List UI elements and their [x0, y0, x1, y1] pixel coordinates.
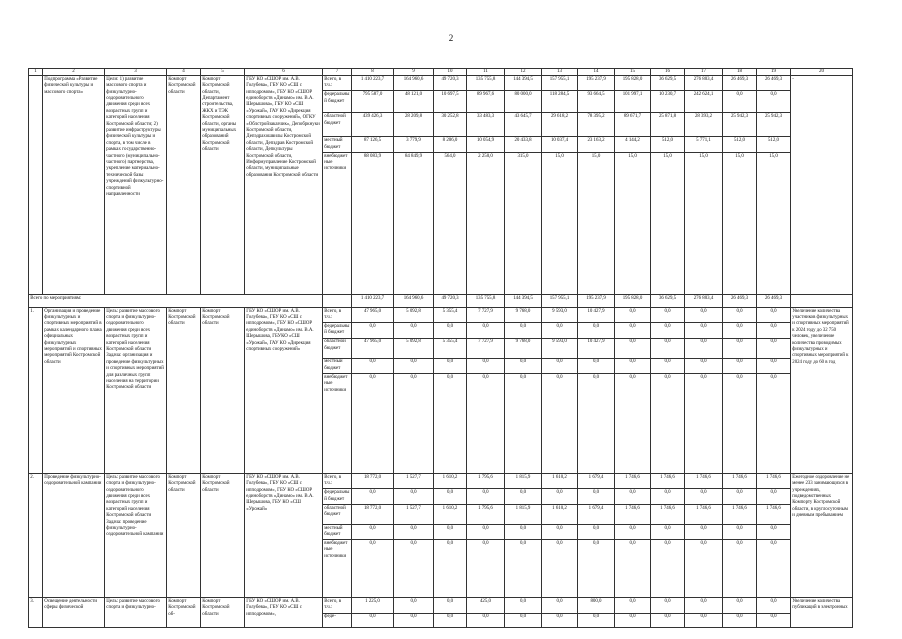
amount-cell: 47 965,0: [352, 338, 394, 358]
table-row: [29, 474, 853, 489]
funding-source: внебюджетные источники: [323, 152, 352, 294]
row-number: 3.: [29, 598, 43, 627]
amount-cell: 0,0: [651, 524, 685, 539]
amount-cell: 23 163,2: [578, 137, 615, 152]
amount-cell: 0,0: [505, 374, 542, 474]
col-number: 10: [434, 69, 467, 76]
amount-cell: 89 671,7: [615, 113, 651, 137]
amount-cell: 0,0: [615, 374, 651, 474]
amount-cell: 0,0: [615, 598, 651, 613]
goals-tasks: Цель: развитие массового спорта и физкультурно-оздоровительного движения среди всех возрастных групп и категорий населения Костромской области Задача: организация и проведение физкультурных и спортивных мероприятий для различных групп населения на территории Костромской области: [105, 307, 167, 473]
amount-cell: 0,0: [578, 613, 615, 627]
amount-cell: 800,0: [578, 598, 615, 613]
amount-cell: 157 955,1: [542, 294, 578, 307]
amount-cell: 164 960,6: [394, 294, 434, 307]
amount-cell: 0,0: [578, 374, 615, 474]
amount-cell: 0,0: [615, 489, 651, 504]
col-number: 13: [542, 69, 578, 76]
amount-cell: 26 469,3: [757, 76, 791, 91]
amount-cell: 5 771,1: [685, 137, 723, 152]
amount-cell: 0,0: [757, 489, 791, 504]
amount-cell: 5 355,4: [434, 307, 467, 322]
participants: ГБУ КО «СШОР им. А.В. Голубева», ГБУ КО «СШ с ипподромом», ГБУ КО «СШОР единоборств «Динамо» им. В.А. Шерышова, ГБУКО «СШ «Урожай», ГАУ КО «Дирекция спортивных сооружений»: [245, 307, 323, 473]
amount-cell: 15,0: [757, 152, 791, 294]
amount-cell: 0,0: [723, 598, 757, 613]
amount-cell: 195 828,0: [615, 294, 651, 307]
amount-cell: 0,0: [352, 524, 394, 539]
funding-source: местный бюджет: [323, 137, 352, 152]
amount-cell: 5 092,8: [394, 307, 434, 322]
amount-cell: 242 624,1: [685, 91, 723, 113]
amount-cell: 0,0: [723, 338, 757, 358]
amount-cell: 1 815,9: [505, 504, 542, 524]
co-executor: Компорт Костромской области: [201, 307, 245, 473]
amount-cell: 28 393,2: [685, 113, 723, 137]
col-number: 14: [578, 69, 615, 76]
row-number: 1.: [29, 307, 43, 473]
amount-cell: 0,0: [651, 598, 685, 613]
amount-cell: 512,0: [723, 137, 757, 152]
amount-cell: 0,0: [467, 358, 505, 373]
goals-tasks: Цель: развитие массового спорта и физкультурно-: [105, 598, 167, 627]
amount-cell: 49 720,3: [434, 294, 467, 307]
amount-cell: 1 610,2: [434, 504, 467, 524]
amount-cell: 0,0: [651, 613, 685, 627]
amount-cell: 0,0: [723, 307, 757, 322]
responsible-executor: Компорт Костромской области: [167, 474, 201, 598]
amount-cell: 0,0: [757, 613, 791, 627]
expected-result: Увеличение количества участников физкультурных и спортивных мероприятий к 2024 году до 32 750 человек, увеличение количества проводимых физкультурных и спортивных мероприятий к 2024 году до 60 в год: [791, 307, 853, 473]
col-number: 15: [615, 69, 651, 76]
event-name: Освещение деятельности сферы физической: [43, 598, 105, 627]
amount-cell: 101 997,1: [615, 91, 651, 113]
table-body: [29, 69, 853, 628]
participants: ГБУ КО «СШОР им. А.В. Голубева», ГБУ КО «СШ с ипподромом», ГБУ КО «СШОР единоборств «Динамо» им. В.А. Шерышова», ГБУ КО «СШ «Урожай», ГАУ КО «Дирекция спортивных сооружений», ОГКУ «Облстройзаказчик», Депобркнуки Костромской области, Депэдрахошвилы Костромской области, Депздрав Костромской области, Депкультуры Костромской области, Информуправление Костромской области, муниципальные образования Костромской области: [245, 76, 323, 295]
funding-source: Всего, в т.ч.:: [323, 598, 352, 613]
amount-cell: 144 394,5: [505, 294, 542, 307]
amount-cell: 276 803,4: [685, 294, 723, 307]
amount-cell: 0,0: [542, 489, 578, 504]
amount-cell: 47 965,0: [352, 307, 394, 322]
col-number: 6: [245, 69, 323, 76]
amount-cell: 0,0: [352, 540, 394, 598]
amount-cell: 195 828,0: [615, 76, 651, 91]
amount-cell: 29 618,2: [542, 113, 578, 137]
funding-source: местный бюджет: [323, 358, 352, 373]
amount-cell: 0,0: [434, 323, 467, 338]
amount-cell: 49 720,3: [434, 76, 467, 91]
row-number: [29, 76, 43, 295]
amount-cell: 18 772,0: [352, 504, 394, 524]
amount-cell: 5 355,4: [434, 338, 467, 358]
amount-cell: 0,0: [723, 91, 757, 113]
amount-cell: 164 960,6: [394, 76, 434, 91]
goals-tasks: Цель: развитие массового спорта и физкультурно-оздоровительного движения среди всех возрастных групп и категорий населения Костромской области Задача: проведение физкультурно-оздоровительной кампании: [105, 474, 167, 598]
amount-cell: 15,0: [723, 152, 757, 294]
amount-cell: 1 410 223,7: [352, 294, 394, 307]
participants: ГБУ КО «СШОР им. А.В. Голубева», ГБУ КО «СШ с ипподромом», ГБУ КО «СШОР единоборств «Динамо» им. В.А. Шерышова, ГБУ КО «СШ «Урожай»: [245, 474, 323, 598]
amount-cell: 89 967,6: [467, 91, 505, 113]
col-number: 7: [323, 69, 352, 76]
amount-cell: 10 037,4: [542, 137, 578, 152]
amount-cell: 0,0: [615, 307, 651, 322]
amount-cell: 0,0: [757, 307, 791, 322]
amount-cell: 1 610,2: [434, 474, 467, 489]
amount-cell: 0,0: [505, 524, 542, 539]
col-number: 5: [201, 69, 245, 76]
program-table: [28, 68, 853, 628]
amount-cell: 0,0: [505, 598, 542, 613]
amount-cell: 1 746,6: [685, 504, 723, 524]
amount-cell: 25 942,3: [757, 113, 791, 137]
amount-cell: 15,0: [542, 152, 578, 294]
amount-cell: 0,0: [685, 307, 723, 322]
amount-cell: 1 610,2: [542, 504, 578, 524]
total-row: [29, 294, 853, 307]
amount-cell: 0,0: [394, 598, 434, 613]
amount-cell: 10 230,7: [651, 91, 685, 113]
amount-cell: 0,0: [505, 489, 542, 504]
amount-cell: 1 795,6: [467, 474, 505, 489]
col-number: 4: [167, 69, 201, 76]
col-number: 11: [467, 69, 505, 76]
amount-cell: 0,0: [542, 524, 578, 539]
col-number: 3: [105, 69, 167, 76]
amount-cell: 0,0: [394, 613, 434, 627]
amount-cell: 157 955,1: [542, 76, 578, 91]
amount-cell: 87 126,5: [352, 137, 394, 152]
col-number: 20: [791, 69, 853, 76]
amount-cell: 4 144,2: [615, 137, 651, 152]
amount-cell: 0,0: [434, 598, 467, 613]
col-number: 2: [43, 69, 105, 76]
amount-cell: 0,0: [757, 524, 791, 539]
amount-cell: 0,0: [723, 524, 757, 539]
table-row: [29, 307, 853, 322]
funding-source: федеральный бюджет: [323, 91, 352, 113]
amount-cell: 1 746,6: [723, 474, 757, 489]
funding-source: областной бюджет: [323, 338, 352, 358]
amount-cell: 1 795,6: [467, 504, 505, 524]
amount-cell: 0,0: [723, 613, 757, 627]
amount-cell: 10 427,9: [578, 307, 615, 322]
amount-cell: 0,0: [685, 374, 723, 474]
co-executor: Компорт Костромской области: [201, 474, 245, 598]
amount-cell: 0,0: [615, 338, 651, 358]
amount-cell: 15,0: [651, 152, 685, 294]
amount-cell: 0,0: [651, 358, 685, 373]
funding-source: внебюджетные источники: [323, 540, 352, 598]
amount-cell: 0,0: [723, 374, 757, 474]
amount-cell: 80 000,0: [505, 91, 542, 113]
col-number: 8: [352, 69, 394, 76]
amount-cell: 9 593,0: [542, 338, 578, 358]
amount-cell: 0,0: [352, 613, 394, 627]
amount-cell: 0,0: [615, 358, 651, 373]
funding-source: областной бюджет: [323, 504, 352, 524]
amount-cell: 0,0: [651, 338, 685, 358]
col-number: 18: [723, 69, 757, 76]
expected-result: -: [791, 76, 853, 295]
amount-cell: 118 284,5: [542, 91, 578, 113]
amount-cell: 78 395,2: [578, 113, 615, 137]
expected-result: Увеличение количества публикаций в электронных: [791, 598, 853, 627]
amount-cell: 0,0: [542, 598, 578, 613]
amount-cell: 36 629,5: [651, 294, 685, 307]
amount-cell: 0,0: [394, 524, 434, 539]
goals-tasks: Цели: 1) развитие массового спорта и физкультурно-оздоровительного движения среди всех возрастных групп и категорий населения Костромской области; 2) развитие инфраструктуры физической культуры и спорта, в том числе в рамках государственно-частного (муниципально-частного) партнерства, укрепление материально-технической базы учреждений физкультурно-спортивной направленности: [105, 76, 167, 295]
amount-cell: 0,0: [723, 489, 757, 504]
amount-cell: 0,0: [467, 613, 505, 627]
amount-cell: 0,0: [352, 489, 394, 504]
amount-cell: 0,0: [542, 540, 578, 598]
amount-cell: 0,0: [394, 358, 434, 373]
amount-cell: 0,0: [723, 540, 757, 598]
funding-source: Всего, в т.ч.:: [323, 76, 352, 91]
responsible-executor: Компорт Костромской области: [167, 76, 201, 295]
amount-cell: 0,0: [685, 613, 723, 627]
amount-cell: 0,0: [685, 338, 723, 358]
responsible-executor: Компорт Костромской об-: [167, 598, 201, 627]
amount-cell: 0,0: [615, 524, 651, 539]
col-number: 1: [29, 69, 43, 76]
amount-cell: 135 755,8: [467, 76, 505, 91]
co-executor: Компорт Костромской области, Департамент строительства, ЖКХ и ТЭК Костромской области, органы муниципальных образований Костромской области: [201, 76, 245, 295]
amount-cell: 26 469,3: [723, 76, 757, 91]
amount-cell: 0,0: [434, 540, 467, 598]
amount-cell: 36 629,5: [651, 76, 685, 91]
amount-cell: 2 250,0: [467, 152, 505, 294]
amount-cell: 0,0: [757, 598, 791, 613]
amount-cell: 0,0: [757, 338, 791, 358]
amount-cell: 9 593,0: [542, 307, 578, 322]
amount-cell: 1 610,2: [542, 474, 578, 489]
funding-source: местный бюджет: [323, 524, 352, 539]
amount-cell: 195 237,9: [578, 294, 615, 307]
amount-cell: 0,0: [651, 489, 685, 504]
amount-cell: 564,0: [434, 152, 467, 294]
amount-cell: 0,0: [685, 540, 723, 598]
amount-cell: 0,0: [434, 358, 467, 373]
amount-cell: 1 746,6: [615, 474, 651, 489]
expected-result: Ежегодное оздоровление не менее 233 занимающихся в учреждениях, подведомственных Компорту Костромской области, в круглосуточным и дневным пребыванием: [791, 474, 853, 598]
amount-cell: 0,0: [505, 613, 542, 627]
total-label: Всего по мероприятиям:: [29, 294, 323, 307]
amount-cell: 276 803,4: [685, 76, 723, 91]
amount-cell: 1 746,6: [723, 504, 757, 524]
col-number: 17: [685, 69, 723, 76]
event-name: Подпрограмма «Развитие физической культуры и массового спорта»: [43, 76, 105, 295]
amount-cell: 1 746,6: [651, 504, 685, 524]
amount-cell: 1 815,9: [505, 474, 542, 489]
amount-cell: 0,0: [685, 598, 723, 613]
amount-cell: 18 772,0: [352, 474, 394, 489]
amount-cell: 1 225,0: [352, 598, 394, 613]
amount-cell: 7 727,9: [467, 307, 505, 322]
amount-cell: 512,0: [651, 137, 685, 152]
amount-cell: 1 746,6: [651, 474, 685, 489]
amount-cell: 0,0: [578, 358, 615, 373]
amount-cell: 0,0: [394, 489, 434, 504]
amount-cell: 0,0: [615, 613, 651, 627]
amount-cell: 1 746,6: [685, 474, 723, 489]
amount-cell: 0,0: [542, 374, 578, 474]
amount-cell: 0,0: [723, 323, 757, 338]
amount-cell: 20 433,8: [505, 137, 542, 152]
amount-cell: 9 768,0: [505, 338, 542, 358]
column-number-row: [29, 69, 853, 76]
funding-source: внебюджетные источники: [323, 374, 352, 474]
expected-result: [791, 294, 853, 307]
amount-cell: 8 206,0: [434, 137, 467, 152]
funding-source: Всего, в т.ч.:: [323, 474, 352, 489]
amount-cell: 30 252,8: [434, 113, 467, 137]
amount-cell: 135 755,8: [467, 294, 505, 307]
amount-cell: 0,0: [505, 323, 542, 338]
amount-cell: 0,0: [578, 540, 615, 598]
amount-cell: 0,0: [467, 489, 505, 504]
amount-cell: 0,0: [651, 540, 685, 598]
amount-cell: 512,0: [757, 137, 791, 152]
amount-cell: 88 083,9: [352, 152, 394, 294]
amount-cell: 0,0: [685, 323, 723, 338]
amount-cell: 48 121,0: [394, 91, 434, 113]
amount-cell: 26 469,3: [723, 294, 757, 307]
funding-source: федеральный бюджет: [323, 489, 352, 504]
amount-cell: 0,0: [542, 323, 578, 338]
amount-cell: 10 427,9: [578, 338, 615, 358]
amount-cell: 1 527,7: [394, 474, 434, 489]
amount-cell: 0,0: [505, 358, 542, 373]
amount-cell: 0,0: [757, 91, 791, 113]
amount-cell: 5 092,8: [394, 338, 434, 358]
amount-cell: 1 746,6: [615, 504, 651, 524]
amount-cell: 0,0: [434, 524, 467, 539]
amount-cell: 1 410 223,7: [352, 76, 394, 91]
amount-cell: 0,0: [615, 323, 651, 338]
amount-cell: 84 849,9: [394, 152, 434, 294]
event-name: Проведение физкультурно-оздоровительной кампании: [43, 474, 105, 598]
co-executor: Компорт Костромской области: [201, 598, 245, 627]
amount-cell: 0,0: [505, 540, 542, 598]
amount-cell: 0,0: [352, 374, 394, 474]
amount-cell: 0,0: [467, 374, 505, 474]
amount-cell: 315,0: [505, 152, 542, 294]
amount-cell: 1 679,4: [578, 504, 615, 524]
amount-cell: 0,0: [615, 540, 651, 598]
amount-cell: 439 426,3: [352, 113, 394, 137]
amount-cell: 43 645,7: [505, 113, 542, 137]
amount-cell: 1 527,7: [394, 504, 434, 524]
amount-cell: 0,0: [467, 524, 505, 539]
amount-cell: 1 746,6: [757, 504, 791, 524]
amount-cell: 25 942,3: [723, 113, 757, 137]
amount-cell: 0,0: [434, 489, 467, 504]
amount-cell: 10 054,9: [467, 137, 505, 152]
amount-cell: 10 697,5: [434, 91, 467, 113]
funding-source: Всего, в т.ч.:: [323, 307, 352, 322]
amount-cell: 7 727,9: [467, 338, 505, 358]
event-name: Организация и проведение физкультурных и спортивных мероприятий в рамках календарного плана официальных физкультурных мероприятий и спортивных мероприятий Костромской области: [43, 307, 105, 473]
amount-cell: 0,0: [685, 524, 723, 539]
table-row: [29, 76, 853, 91]
amount-cell: 15,0: [578, 152, 615, 294]
participants: ГБУ КО «СШОР им. А.В. Голубева», ГБУ КО «СШ с ипподромом»,: [245, 598, 323, 627]
amount-cell: 0,0: [394, 540, 434, 598]
amount-cell: 0,0: [542, 358, 578, 373]
amount-cell: 0,0: [757, 358, 791, 373]
funding-source: феде-: [323, 613, 352, 627]
amount-cell: 28 209,8: [394, 113, 434, 137]
responsible-executor: Компорт Костромской области: [167, 307, 201, 473]
row-number: 2.: [29, 474, 43, 598]
amount-cell: 15,0: [615, 152, 651, 294]
page-number: 2: [448, 33, 454, 43]
amount-cell: 0,0: [685, 358, 723, 373]
amount-cell: 0,0: [651, 323, 685, 338]
amount-cell: 25 871,8: [651, 113, 685, 137]
amount-cell: 0,0: [434, 374, 467, 474]
amount-cell: 195 237,9: [578, 76, 615, 91]
amount-cell: 33 483,3: [467, 113, 505, 137]
col-number: 16: [651, 69, 685, 76]
table-row: [29, 598, 853, 613]
amount-cell: 0,0: [542, 613, 578, 627]
amount-cell: 0,0: [467, 540, 505, 598]
funding-source: областной бюджет: [323, 113, 352, 137]
amount-cell: 0,0: [352, 323, 394, 338]
amount-cell: 93 664,5: [578, 91, 615, 113]
amount-cell: 0,0: [394, 374, 434, 474]
amount-cell: 0,0: [434, 613, 467, 627]
amount-cell: 0,0: [651, 307, 685, 322]
amount-cell: 9 768,0: [505, 307, 542, 322]
amount-cell: 1 746,6: [757, 474, 791, 489]
amount-cell: 0,0: [352, 358, 394, 373]
amount-cell: 0,0: [757, 540, 791, 598]
amount-cell: 795 587,0: [352, 91, 394, 113]
amount-cell: 425,0: [467, 598, 505, 613]
amount-cell: 1 679,4: [578, 474, 615, 489]
amount-cell: 3 779,9: [394, 137, 434, 152]
amount-cell: 0,0: [757, 323, 791, 338]
col-number: 19: [757, 69, 791, 76]
amount-cell: 0,0: [578, 524, 615, 539]
amount-cell: 0,0: [757, 374, 791, 474]
funding-source: федеральный бюджет: [323, 323, 352, 338]
amount-cell: 26 469,3: [757, 294, 791, 307]
funding-source: [323, 294, 352, 307]
amount-cell: 0,0: [651, 374, 685, 474]
amount-cell: 0,0: [578, 489, 615, 504]
amount-cell: 0,0: [394, 323, 434, 338]
col-number: 12: [505, 69, 542, 76]
amount-cell: 0,0: [723, 358, 757, 373]
amount-cell: 144 394,5: [505, 76, 542, 91]
amount-cell: 15,0: [685, 152, 723, 294]
amount-cell: 0,0: [685, 489, 723, 504]
amount-cell: 0,0: [467, 323, 505, 338]
amount-cell: 0,0: [578, 323, 615, 338]
col-number: 9: [394, 69, 434, 76]
